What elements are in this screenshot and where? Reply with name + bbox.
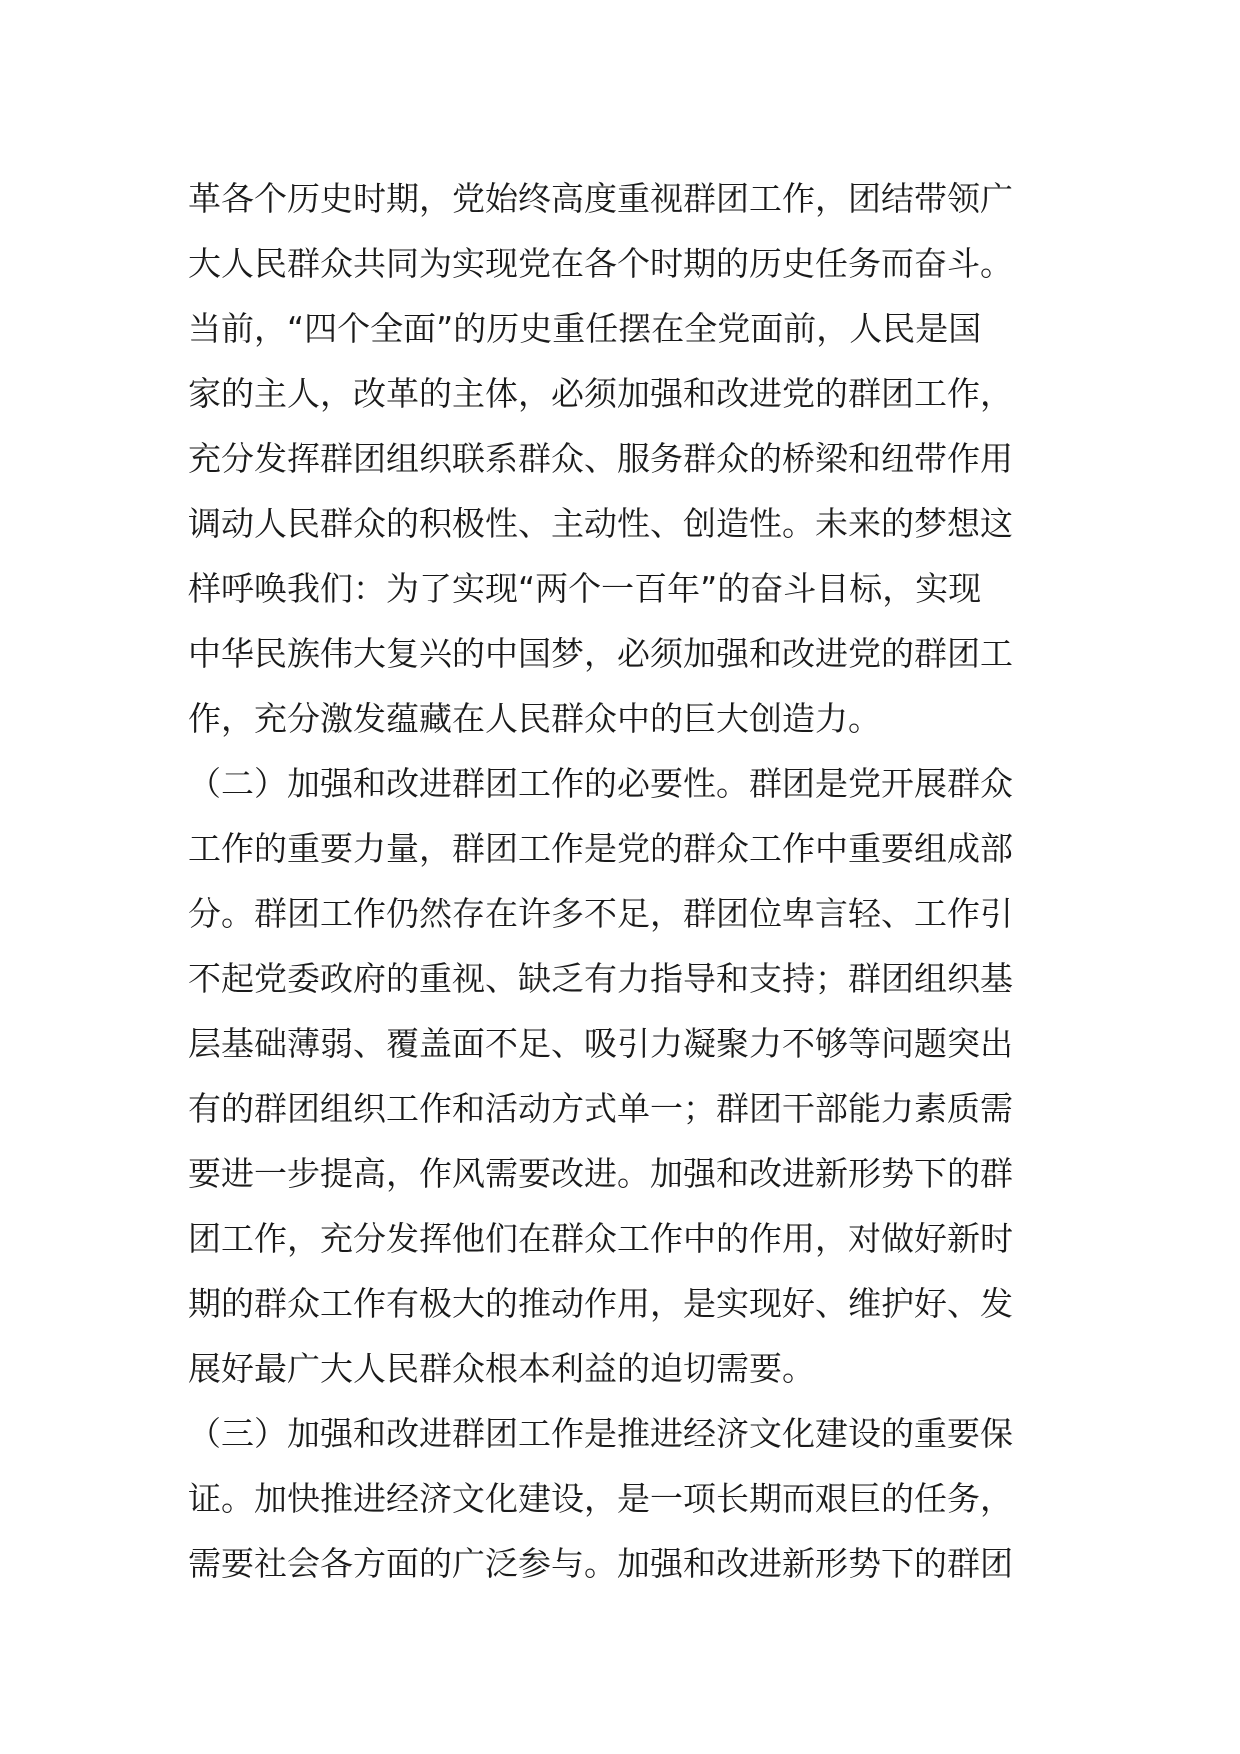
text-line: 中华民族伟大复兴的中国梦，必须加强和改进党的群团工	[188, 634, 1013, 673]
text-line: 有的群团组织工作和活动方式单一；群团干部能力素质需	[188, 1089, 1013, 1128]
text-line: 要进一步提高，作风需要改进。加强和改进新形势下的群	[188, 1154, 1013, 1193]
body-text	[188, 166, 1068, 1596]
text-line: 大人民群众共同为实现党在各个时期的历史任务而奋斗。	[188, 244, 1013, 283]
text-line: 工作的重要力量，群团工作是党的群众工作中重要组成部	[188, 829, 1013, 868]
text-line: 不起党委政府的重视、缺乏有力指导和支持；群团组织基	[188, 959, 1013, 998]
text-line: 调动人民群众的积极性、主动性、创造性。未来的梦想这	[188, 504, 1013, 543]
text-line: 需要社会各方面的广泛参与。加强和改进新形势下的群团	[188, 1544, 1013, 1583]
text-line: 团工作，充分发挥他们在群众工作中的作用，对做好新时	[188, 1219, 1013, 1258]
text-line: 作，充分激发蕴藏在人民群众中的巨大创造力。	[188, 699, 881, 738]
text-line: 家的主人，改革的主体，必须加强和改进党的群团工作，	[188, 374, 1013, 413]
text-line: 样呼唤我们：为了实现“两个一百年”的奋斗目标，实现	[188, 569, 982, 608]
section-heading-line: （二）加强和改进群团工作的必要性。群团是党开展群众	[188, 764, 1013, 803]
text-line: 分。群团工作仍然存在许多不足，群团位卑言轻、工作引	[188, 894, 1013, 933]
section-heading-line: （三）加强和改进群团工作是推进经济文化建设的重要保	[188, 1414, 1013, 1453]
text-line: 充分发挥群团组织联系群众、服务群众的桥梁和纽带作用	[188, 439, 1013, 478]
text-line: 展好最广大人民群众根本利益的迫切需要。	[188, 1349, 815, 1388]
text-line: 期的群众工作有极大的推动作用，是实现好、维护好、发	[188, 1284, 1013, 1323]
text-line: 革各个历史时期，党始终高度重视群团工作，团结带领广	[188, 179, 1013, 218]
text-line: 当前，“四个全面”的历史重任摆在全党面前，人民是国	[188, 309, 982, 348]
text-line: 证。加快推进经济文化建设，是一项长期而艰巨的任务，	[188, 1479, 1013, 1518]
text-line: 层基础薄弱、覆盖面不足、吸引力凝聚力不够等问题突出	[188, 1024, 1013, 1063]
